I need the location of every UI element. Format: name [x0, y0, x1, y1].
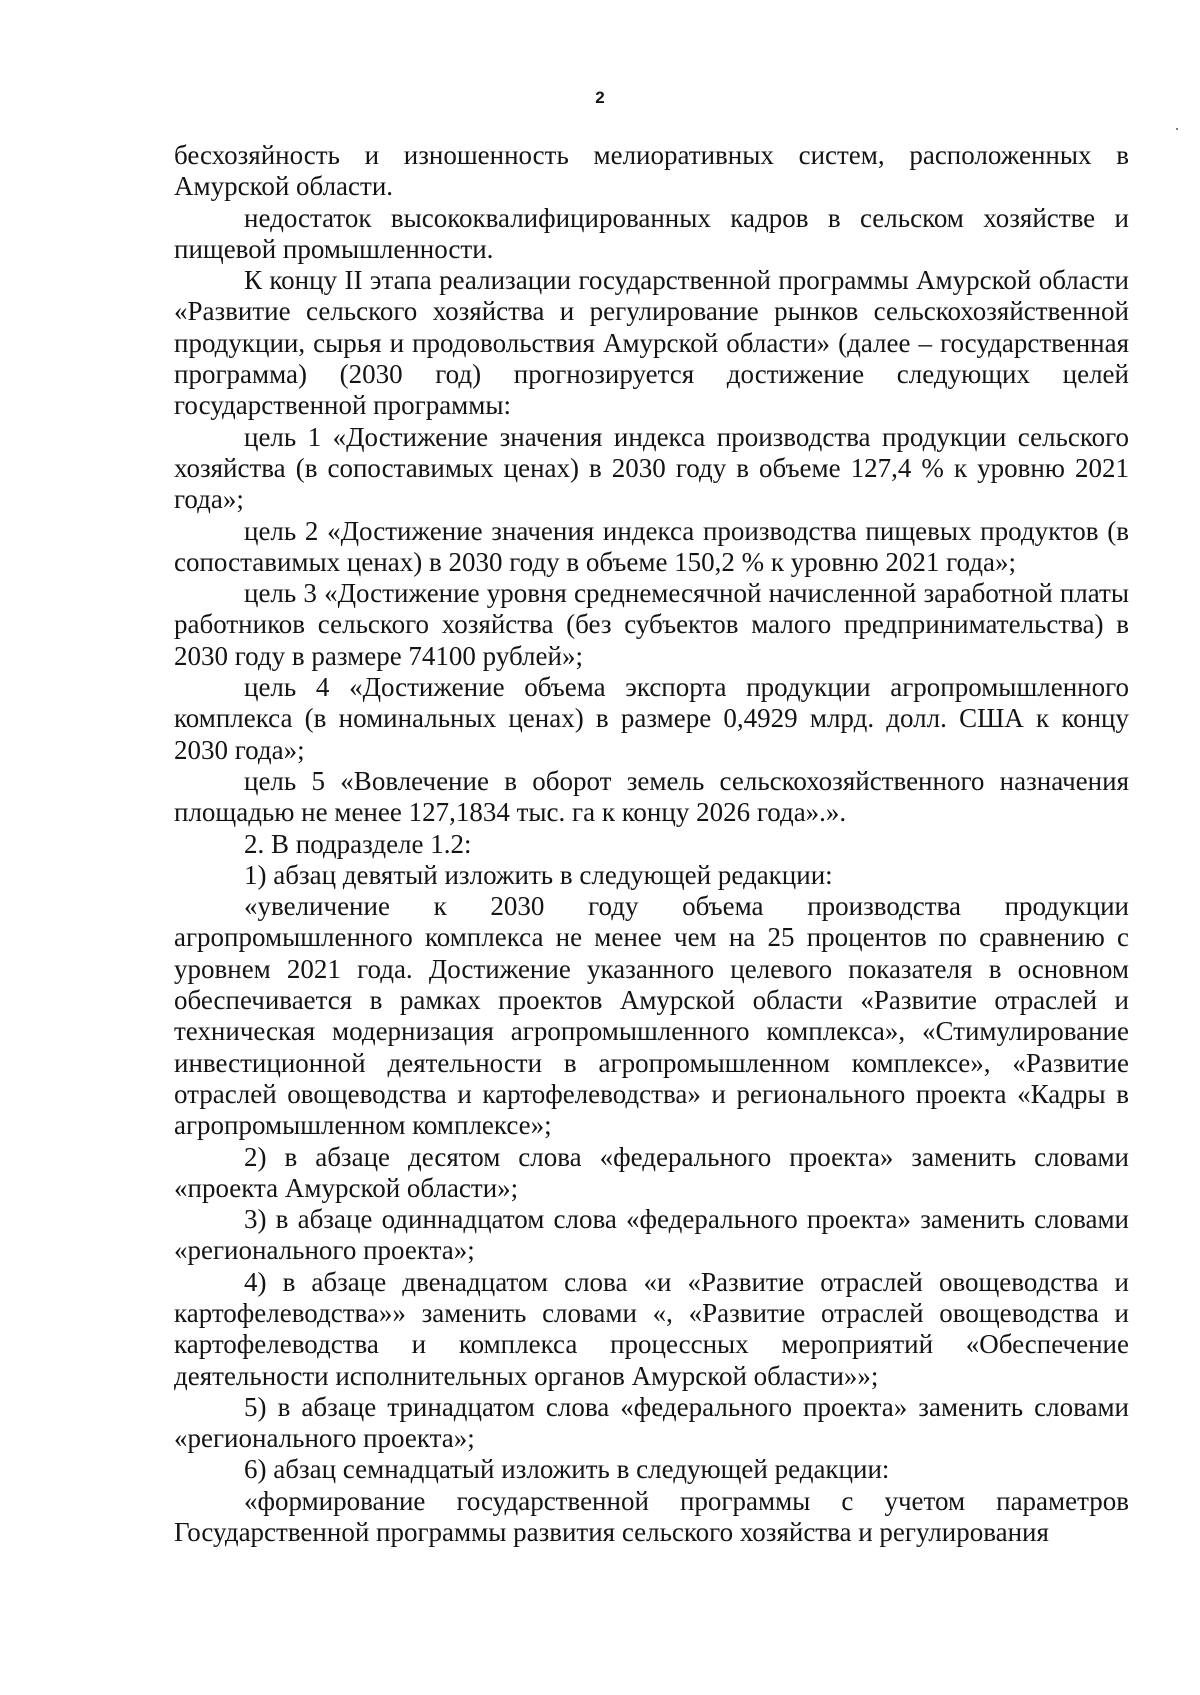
- paragraph-ownerless-systems: бесхозяйность и изношенность мелиоративных систем, расположенных в Амурской области.: [174, 140, 1129, 202]
- paragraph-section-1-2: 2. В подразделе 1.2:: [244, 828, 472, 859]
- scan-artifact-dot: [1176, 128, 1178, 130]
- paragraph-goal-3: цель 3 «Достижение уровня среднемесячной начисленной заработной платы работников сельского хозяйства (без субъектов малого предпринимательства) в 2030 году в размере 74100 рублей»;: [174, 578, 1129, 671]
- paragraph-item-6: 6) абзац семнадцатый изложить в следующей редакции:: [244, 1454, 890, 1485]
- paragraph-stage-two-forecast: К концу II этапа реализации государственной программы Амурской области «Развитие сельского хозяйства и регулирование рынков сельскохозяйственной продукции, сырья и продовольствия Амурской области» (далее – государственная программа) (2030 год) прогнозируется достижение следующих целей государственной программы:: [174, 265, 1129, 421]
- paragraph-item-6-text: «формирование государственной программы с учетом параметров Государственной программы развития сельского хозяйства и регулирования: [174, 1485, 1129, 1548]
- paragraph-item-4: 4) в абзаце двенадцатом слова «и «Развитие отраслей овощеводства и картофелеводства»» заменить словами «, «Развитие отраслей овощеводства и картофелеводства и комплекса процессных мероприятий «Обеспечение деятельности исполнительных органов Амурской области»»;: [174, 1266, 1129, 1391]
- document-body: [174, 140, 1129, 1548]
- paragraph-goal-1: цель 1 «Достижение значения индекса производства продукции сельского хозяйства (в сопоставимых ценах) в 2030 году в объеме 127,4 % к уровню 2021 года»;: [174, 421, 1129, 515]
- paragraph-item-1-text: «увеличение к 2030 году объема производства продукции агропромышленного комплекса не менее чем на 25 процентов по сравнению с уровнем 2021 года. Достижение указанного целевого показателя в основном обеспечивается в рамках проектов Амурской области «Развитие отраслей и техническая модернизация агропромышленного комплекса», «Стимулирование инвестиционной деятельности в агропромышленном комплексе», «Развитие отраслей овощеводства и картофелеводства» и регионального проекта «Кадры в агропромышленном комплексе»;: [174, 891, 1129, 1141]
- paragraph-item-5: 5) в абзаце тринадцатом слова «федерального проекта» заменить словами «регионального проекта»;: [174, 1391, 1129, 1454]
- paragraph-item-2: 2) в абзаце десятом слова «федерального проекта» заменить словами «проекта Амурской области»;: [174, 1141, 1129, 1203]
- paragraph-item-3: 3) в абзаце одиннадцатом слова «федерального проекта» заменить словами «регионального проекта»;: [174, 1204, 1129, 1266]
- paragraph-staff-shortage: недостаток высококвалифицированных кадров в сельском хозяйстве и пищевой промышленности.: [174, 202, 1129, 264]
- paragraph-goal-2: цель 2 «Достижение значения индекса производства пищевых продуктов (в сопоставимых ценах) в 2030 году в объеме 150,2 % к уровню 2021 года»;: [174, 515, 1129, 577]
- paragraph-goal-4: цель 4 «Достижение объема экспорта продукции агропромышленного комплекса (в номинальных ценах) в размере 0,4929 млрд. долл. США к концу 2030 года»;: [174, 672, 1129, 765]
- paragraph-goal-5: цель 5 «Вовлечение в оборот земель сельскохозяйственного назначения площадью не менее 127,1834 тыс. га к концу 2026 года».».: [174, 765, 1129, 828]
- page-number: 2: [595, 88, 605, 107]
- paragraph-item-1: 1) абзац девятый изложить в следующей редакции:: [244, 859, 833, 890]
